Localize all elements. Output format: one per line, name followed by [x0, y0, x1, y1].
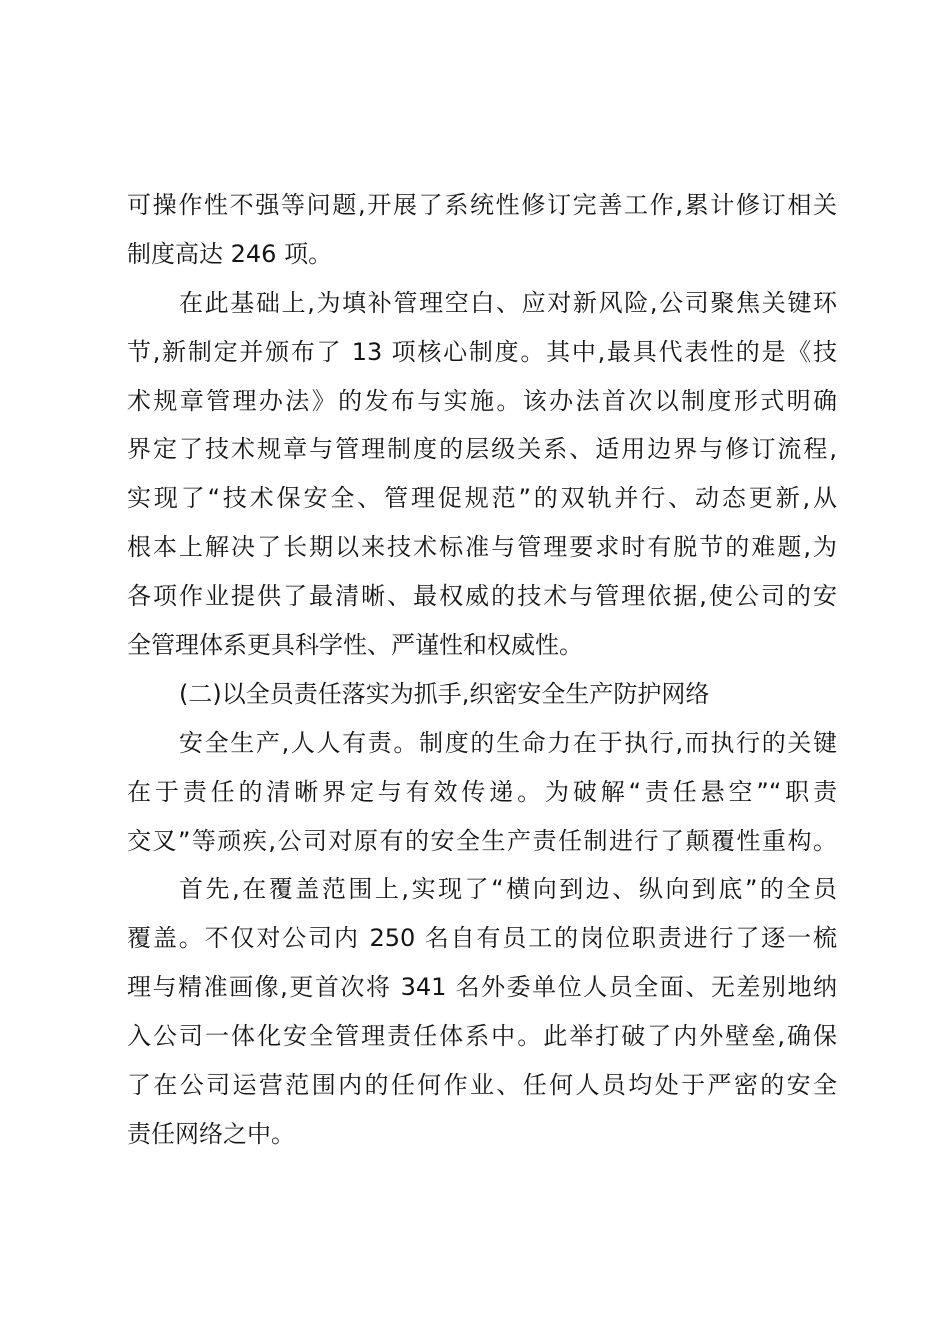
paragraph-line-17: 理与精准画像,更首次将 341 名外委单位人员全面、无差别地纳	[127, 973, 837, 1002]
paragraph-line-15: 首先,在覆盖范围上,实现了“横向到边、纵向到底”的全员	[179, 875, 837, 904]
paragraph-line-7: 实现了“技术保安全、管理促规范”的双轨并行、动态更新,从	[127, 484, 837, 513]
paragraph-line-9: 各项作业提供了最清晰、最权威的技术与管理依据,使公司的安	[127, 582, 837, 611]
paragraph-line-6: 界定了技术规章与管理制度的层级关系、适用边界与修订流程,	[127, 435, 837, 464]
document-body	[127, 181, 837, 1159]
paragraph-line-18: 入公司一体化安全管理责任体系中。此举打破了内外壁垒,确保	[127, 1022, 837, 1051]
paragraph-line-4: 节,新制定并颁布了 13 项核心制度。其中,最具代表性的是《技	[127, 337, 837, 366]
paragraph-line-13: 在于责任的清晰界定与有效传递。为破解“责任悬空”“职责	[127, 777, 837, 806]
paragraph-line-5: 术规章管理办法》的发布与实施。该办法首次以制度形式明确	[127, 386, 837, 415]
paragraph-line-2: 制度高达 246 项。	[127, 239, 333, 268]
paragraph-line-19: 了在公司运营范围内的任何作业、任何人员均处于严密的安全	[127, 1071, 837, 1100]
paragraph-line-3: 在此基础上,为填补管理空白、应对新风险,公司聚焦关键环	[179, 288, 837, 317]
paragraph-line-12: 安全生产,人人有责。制度的生命力在于执行,而执行的关键	[179, 728, 837, 757]
paragraph-line-14: 交叉”等顽疾,公司对原有的安全生产责任制进行了颠覆性重构。	[127, 826, 837, 855]
paragraph-line-8: 根本上解决了长期以来技术标准与管理要求时有脱节的难题,为	[127, 533, 837, 562]
paragraph-line-1: 可操作性不强等问题,开展了系统性修订完善工作,累计修订相关	[127, 191, 837, 219]
section-heading: (二)以全员责任落实为抓手,织密安全生产防护网络	[179, 679, 710, 708]
paragraph-line-16: 覆盖。不仅对公司内 250 名自有员工的岗位职责进行了逐一梳	[127, 924, 837, 953]
paragraph-line-20: 责任网络之中。	[127, 1119, 295, 1148]
paragraph-line-10: 全管理体系更具科学性、严谨性和权威性。	[127, 631, 583, 660]
